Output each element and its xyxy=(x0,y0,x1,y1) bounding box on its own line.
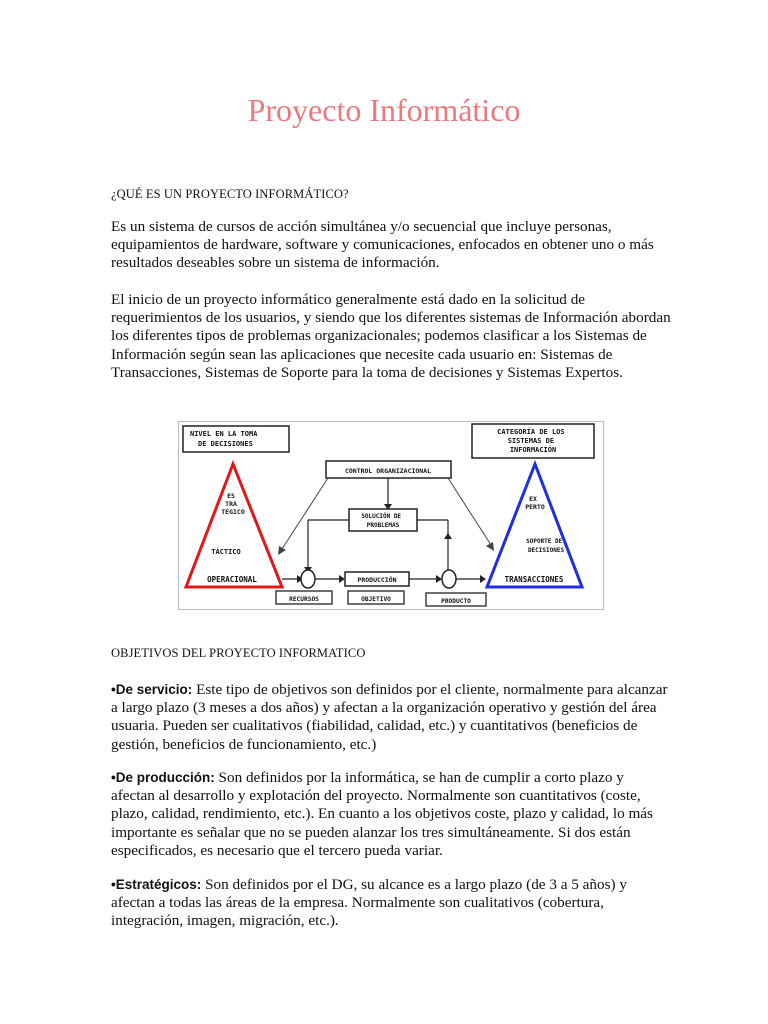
objective-strategic-text: Son definidos por el DG, su alcance es a largo plazo (de 3 a 5 años) y afectan a todas las áreas de la empresa. Normalmente son cualitativos (cobertura, integración, imagen, migración, etc.). xyxy=(111,876,627,930)
objective-production xyxy=(111,769,671,860)
section-heading-objectives: OBJETIVOS DEL PROYECTO INFORMATICO xyxy=(111,646,366,660)
objective-strategic-term: •Estratégicos: xyxy=(111,877,202,892)
objective-production-text: Son definidos por la informática, se han de cumplir a corto plazo y afectan al desarrollo y explotación del proyecto. Normalmente son cuantitativos (coste, plazo, calidad, rendimiento, etc.). En cuanto a los objetivos coste, plazo y calidad, lo más importante es señalar que no se pueden alanzar los tres simultáneamente. Si dos están especificados, es necesario que el tercero pueda variar. xyxy=(111,769,653,859)
paragraph-definition: Es un sistema de cursos de acción simultánea y/o secuencial que incluye personas, equipamientos de hardware, software y comunicaciones, enfocados en obtener uno o más resultados deseables sobre un sistema de información. xyxy=(111,218,654,272)
product-node xyxy=(442,570,456,588)
operational-label: OPERACIONAL xyxy=(207,575,257,584)
system-category-label: CATEGORÍA DE LOS SISTEMAS DE INFORMACIÓN xyxy=(497,428,565,454)
objective-production-term: •De producción: xyxy=(111,770,215,785)
information-systems-diagram xyxy=(178,421,604,610)
strategic-label: ES TRA TÉGICO xyxy=(221,492,245,516)
paragraph-origin: El inicio de un proyecto informático generalmente está dado en la solicitud de requerimientos de los usuarios, y siendo que los diferentes sistemas de Información abordan los diferentes tipos de problemas organizacionales; podemos clasificar a los Sistemas de Información según sean las aplicaciones que necesite cada usuario en: Sistemas de Transacciones, Sistemas de Soporte para la toma de decisiones y Sistemas Expertos. xyxy=(111,291,671,381)
objetivo-label: OBJETIVO xyxy=(361,596,391,603)
tactical-label: TÁCTICO xyxy=(211,548,241,556)
expert-label: EX PERTO xyxy=(525,495,545,511)
recursos-label: RECURSOS xyxy=(289,596,319,603)
producto-label: PRODUCTO xyxy=(441,598,471,605)
production-label: PRODUCCIÓN xyxy=(357,576,397,584)
transactions-label: TRANSACCIONES xyxy=(504,575,564,584)
problem-solving-label: SOLUCIÓN DE PROBLEMAS xyxy=(361,513,402,529)
objective-service xyxy=(111,681,671,754)
decision-support-label: SOPORTE DE DECISIONES xyxy=(526,538,565,554)
objective-strategic xyxy=(111,876,671,931)
objective-service-text: Este tipo de objetivos son definidos por el cliente, normalmente para alcanzar a largo plazo (3 meses a dos años) y afectan a la organización operativo y gestión del área usuaria. Pueden ser cualitativos (fiabilidad, calidad, etc.) y cuantitativos (beneficios de gestión, beneficios de funcionamiento, etc.) xyxy=(111,681,668,753)
decision-level-label: NIVEL EN LA TOMA DE DECISIONES xyxy=(190,430,258,448)
objective-service-term: •De servicio: xyxy=(111,682,193,697)
page-title: Proyecto Informático xyxy=(247,92,521,128)
control-organizacional-label: CONTROL ORGANIZACIONAL xyxy=(344,467,432,475)
resource-node xyxy=(301,570,315,588)
section-heading-what-is: ¿QUÉ ES UN PROYECTO INFORMÁTICO? xyxy=(111,187,349,201)
